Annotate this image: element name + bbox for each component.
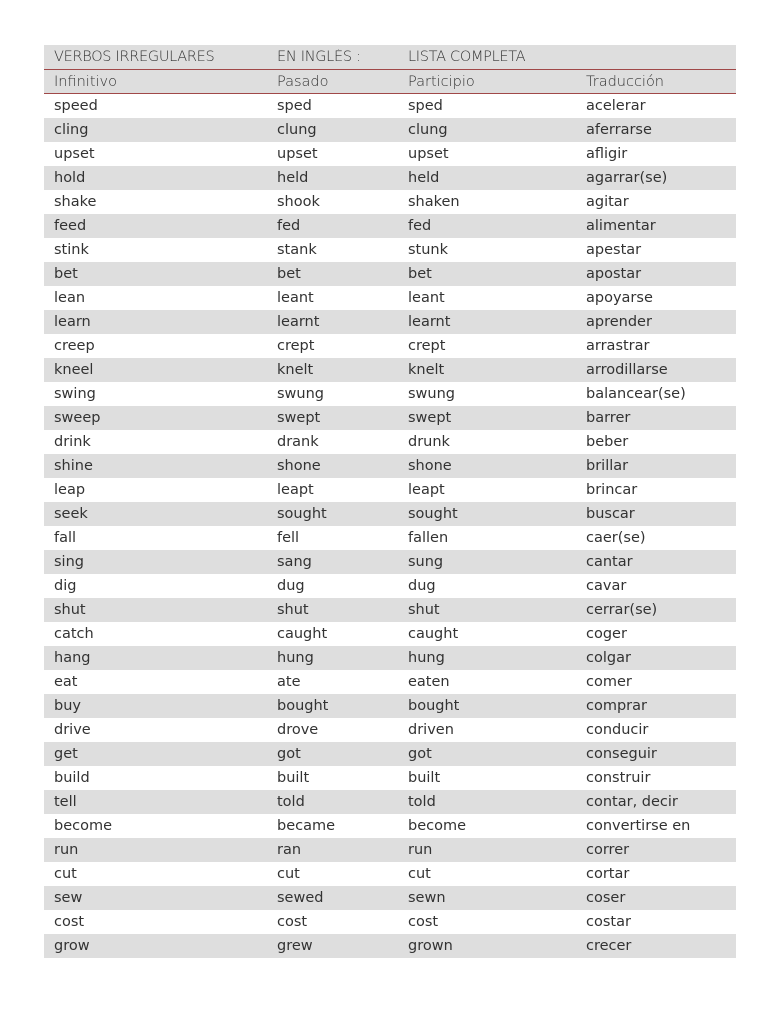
- table-row: [44, 622, 736, 646]
- cell-participio: become: [408, 818, 467, 834]
- table-row: [44, 214, 736, 238]
- cell-infinitivo: drive: [54, 722, 91, 738]
- table-row: [44, 694, 736, 718]
- cell-pasado: shone: [277, 458, 321, 474]
- cell-participio: fallen: [408, 530, 449, 546]
- cell-infinitivo: sew: [54, 890, 83, 906]
- cell-participio: leapt: [408, 482, 445, 498]
- table-row: [44, 838, 736, 862]
- cell-infinitivo: fall: [54, 530, 77, 546]
- cell-traduccion: costar: [586, 914, 631, 930]
- cell-pasado: crept: [277, 338, 315, 354]
- cell-participio: learnt: [408, 314, 451, 330]
- cell-infinitivo: cling: [54, 122, 89, 138]
- cell-pasado: upset: [277, 146, 318, 162]
- cell-infinitivo: cut: [54, 866, 77, 882]
- cell-pasado: fed: [277, 218, 301, 234]
- cell-infinitivo: get: [54, 746, 78, 762]
- cell-participio: cut: [408, 866, 431, 882]
- cell-traduccion: contar, decir: [586, 794, 678, 810]
- cell-pasado: leant: [277, 290, 314, 306]
- cell-pasado: learnt: [277, 314, 320, 330]
- cell-infinitivo: lean: [54, 290, 86, 306]
- table-row: [44, 118, 736, 142]
- cell-pasado: caught: [277, 626, 328, 642]
- cell-participio: bought: [408, 698, 460, 714]
- cell-traduccion: aferrarse: [586, 122, 652, 138]
- cell-traduccion: cortar: [586, 866, 630, 882]
- title-col1: VERBOS IRREGULARES: [54, 49, 215, 65]
- cell-participio: stunk: [408, 242, 449, 258]
- cell-infinitivo: sweep: [54, 410, 101, 426]
- cell-participio: shaken: [408, 194, 460, 210]
- cell-traduccion: comprar: [586, 698, 647, 714]
- cell-pasado: bought: [277, 698, 329, 714]
- title-col2: EN INGLÉS :: [277, 49, 361, 65]
- cell-infinitivo: grow: [54, 938, 90, 954]
- table-title-row: [44, 45, 736, 69]
- cell-traduccion: apostar: [586, 266, 642, 282]
- cell-infinitivo: learn: [54, 314, 91, 330]
- table-row: [44, 238, 736, 262]
- cell-traduccion: construir: [586, 770, 651, 786]
- cell-pasado: built: [277, 770, 310, 786]
- cell-infinitivo: speed: [54, 98, 98, 114]
- table-row: [44, 598, 736, 622]
- cell-infinitivo: swing: [54, 386, 96, 402]
- cell-traduccion: buscar: [586, 506, 635, 522]
- cell-participio: shut: [408, 602, 440, 618]
- cell-participio: drunk: [408, 434, 450, 450]
- cell-participio: upset: [408, 146, 449, 162]
- table-row: [44, 334, 736, 358]
- cell-infinitivo: catch: [54, 626, 94, 642]
- cell-traduccion: crecer: [586, 938, 632, 954]
- cell-traduccion: brincar: [586, 482, 638, 498]
- table-row: [44, 454, 736, 478]
- cell-traduccion: apestar: [586, 242, 642, 258]
- table-row: [44, 358, 736, 382]
- cell-participio: held: [408, 170, 440, 186]
- cell-infinitivo: shut: [54, 602, 86, 618]
- cell-traduccion: colgar: [586, 650, 631, 666]
- cell-participio: crept: [408, 338, 446, 354]
- cell-infinitivo: leap: [54, 482, 86, 498]
- table-row: [44, 142, 736, 166]
- cell-traduccion: agarrar(se): [586, 170, 668, 186]
- cell-traduccion: balancear(se): [586, 386, 686, 402]
- cell-participio: built: [408, 770, 441, 786]
- cell-pasado: grew: [277, 938, 313, 954]
- cell-infinitivo: shake: [54, 194, 97, 210]
- table-row: [44, 910, 736, 934]
- cell-traduccion: conseguir: [586, 746, 657, 762]
- table-row: [44, 886, 736, 910]
- cell-infinitivo: sing: [54, 554, 84, 570]
- cell-participio: fed: [408, 218, 432, 234]
- cell-infinitivo: buy: [54, 698, 81, 714]
- cell-pasado: sewed: [277, 890, 324, 906]
- table-row: [44, 502, 736, 526]
- cell-participio: told: [408, 794, 436, 810]
- cell-infinitivo: bet: [54, 266, 78, 282]
- cell-pasado: stank: [277, 242, 317, 258]
- cell-traduccion: aprender: [586, 314, 652, 330]
- cell-traduccion: caer(se): [586, 530, 646, 546]
- cell-participio: shone: [408, 458, 452, 474]
- cell-traduccion: coser: [586, 890, 626, 906]
- cell-participio: grown: [408, 938, 453, 954]
- table-row: [44, 934, 736, 958]
- cell-infinitivo: stink: [54, 242, 89, 258]
- table-row: [44, 814, 736, 838]
- cell-pasado: drank: [277, 434, 319, 450]
- cell-traduccion: conducir: [586, 722, 649, 738]
- cell-pasado: hung: [277, 650, 314, 666]
- cell-participio: sewn: [408, 890, 446, 906]
- cell-participio: swept: [408, 410, 452, 426]
- cell-participio: leant: [408, 290, 445, 306]
- cell-pasado: got: [277, 746, 301, 762]
- table-row: [44, 646, 736, 670]
- cell-traduccion: arrastrar: [586, 338, 650, 354]
- cell-traduccion: cerrar(se): [586, 602, 658, 618]
- cell-traduccion: acelerar: [586, 98, 646, 114]
- cell-pasado: became: [277, 818, 336, 834]
- cell-infinitivo: run: [54, 842, 79, 858]
- cell-participio: hung: [408, 650, 445, 666]
- cell-traduccion: arrodillarse: [586, 362, 668, 378]
- table-row: [44, 286, 736, 310]
- cell-traduccion: cantar: [586, 554, 633, 570]
- cell-pasado: clung: [277, 122, 317, 138]
- table-row: [44, 382, 736, 406]
- table-row: [44, 94, 736, 118]
- cell-infinitivo: shine: [54, 458, 93, 474]
- cell-infinitivo: eat: [54, 674, 78, 690]
- cell-traduccion: apoyarse: [586, 290, 653, 306]
- cell-pasado: bet: [277, 266, 301, 282]
- cell-traduccion: agitar: [586, 194, 629, 210]
- cell-infinitivo: seek: [54, 506, 88, 522]
- table-row: [44, 574, 736, 598]
- table-body: [44, 94, 736, 958]
- table-row: [44, 862, 736, 886]
- cell-infinitivo: become: [54, 818, 113, 834]
- cell-pasado: sped: [277, 98, 312, 114]
- table-row: [44, 430, 736, 454]
- table-row: [44, 550, 736, 574]
- cell-infinitivo: cost: [54, 914, 85, 930]
- cell-infinitivo: drink: [54, 434, 91, 450]
- cell-participio: swung: [408, 386, 455, 402]
- cell-pasado: told: [277, 794, 305, 810]
- cell-participio: knelt: [408, 362, 445, 378]
- cell-pasado: dug: [277, 578, 305, 594]
- header-traduccion: Traducción: [586, 73, 665, 90]
- cell-participio: eaten: [408, 674, 450, 690]
- cell-pasado: drove: [277, 722, 319, 738]
- cell-infinitivo: creep: [54, 338, 95, 354]
- table-row: [44, 718, 736, 742]
- table-row: [44, 190, 736, 214]
- cell-participio: got: [408, 746, 432, 762]
- cell-infinitivo: hold: [54, 170, 86, 186]
- header-infinitivo: Infinitivo: [54, 73, 117, 90]
- cell-participio: sought: [408, 506, 458, 522]
- table-row: [44, 310, 736, 334]
- cell-pasado: leapt: [277, 482, 314, 498]
- cell-traduccion: cavar: [586, 578, 627, 594]
- cell-infinitivo: tell: [54, 794, 77, 810]
- cell-participio: sung: [408, 554, 444, 570]
- cell-participio: cost: [408, 914, 439, 930]
- cell-traduccion: barrer: [586, 410, 631, 426]
- cell-pasado: shut: [277, 602, 309, 618]
- cell-traduccion: correr: [586, 842, 630, 858]
- cell-infinitivo: dig: [54, 578, 77, 594]
- cell-pasado: cut: [277, 866, 300, 882]
- cell-participio: dug: [408, 578, 436, 594]
- cell-traduccion: convertirse en: [586, 818, 691, 834]
- table-header-row: [44, 69, 736, 94]
- cell-pasado: shook: [277, 194, 320, 210]
- verb-table: [44, 45, 736, 958]
- cell-participio: driven: [408, 722, 454, 738]
- cell-pasado: ate: [277, 674, 301, 690]
- cell-participio: run: [408, 842, 433, 858]
- cell-participio: clung: [408, 122, 448, 138]
- cell-traduccion: comer: [586, 674, 632, 690]
- cell-traduccion: alimentar: [586, 218, 656, 234]
- cell-infinitivo: upset: [54, 146, 95, 162]
- cell-infinitivo: feed: [54, 218, 87, 234]
- cell-participio: bet: [408, 266, 432, 282]
- table-row: [44, 670, 736, 694]
- cell-pasado: sang: [277, 554, 312, 570]
- cell-infinitivo: hang: [54, 650, 91, 666]
- cell-pasado: ran: [277, 842, 302, 858]
- table-row: [44, 790, 736, 814]
- cell-infinitivo: build: [54, 770, 90, 786]
- table-row: [44, 406, 736, 430]
- cell-participio: sped: [408, 98, 443, 114]
- cell-pasado: held: [277, 170, 309, 186]
- cell-traduccion: brillar: [586, 458, 629, 474]
- table-row: [44, 166, 736, 190]
- cell-pasado: swung: [277, 386, 324, 402]
- table-row: [44, 742, 736, 766]
- cell-infinitivo: kneel: [54, 362, 94, 378]
- header-participio: Participio: [408, 73, 475, 90]
- header-pasado: Pasado: [277, 73, 329, 90]
- cell-participio: caught: [408, 626, 459, 642]
- table-row: [44, 262, 736, 286]
- cell-pasado: knelt: [277, 362, 314, 378]
- cell-pasado: sought: [277, 506, 327, 522]
- cell-traduccion: beber: [586, 434, 629, 450]
- title-col3: LISTA COMPLETA: [408, 49, 526, 65]
- table-row: [44, 478, 736, 502]
- cell-pasado: swept: [277, 410, 321, 426]
- cell-pasado: fell: [277, 530, 300, 546]
- cell-traduccion: coger: [586, 626, 627, 642]
- table-row: [44, 766, 736, 790]
- cell-traduccion: afligir: [586, 146, 628, 162]
- table-row: [44, 526, 736, 550]
- cell-pasado: cost: [277, 914, 308, 930]
